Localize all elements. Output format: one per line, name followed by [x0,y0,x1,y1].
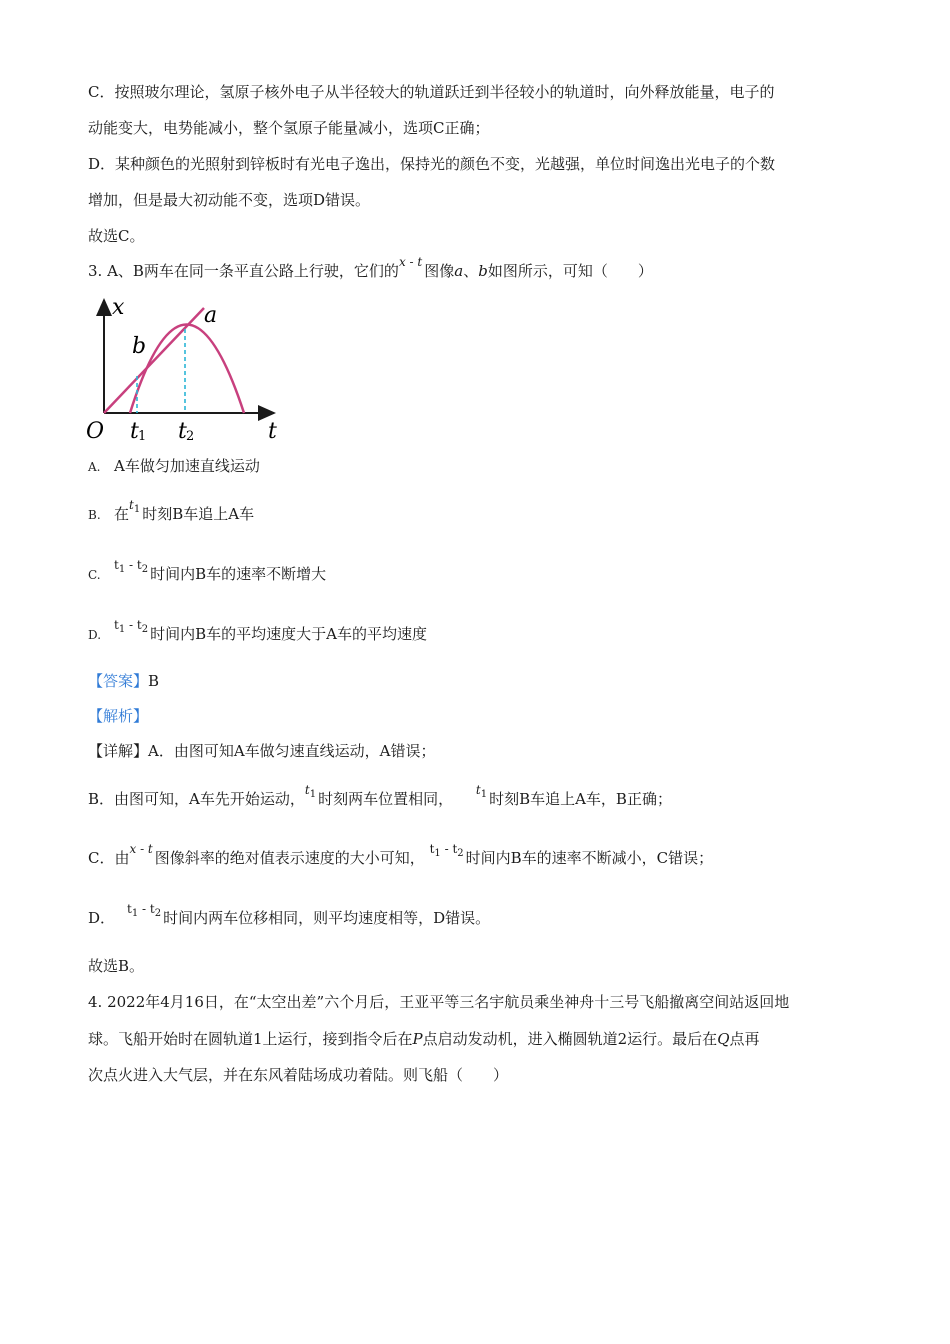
t2-tick-label: t [178,419,187,444]
detail-a: 【详解】A．由图可知A车做匀速直线运动，A错误； [88,742,436,760]
t1-tick-label: t [130,419,139,444]
detail-c: C．由$^{x - t}$ 图像斜率的绝对值表示速度的大小可知， $^{t_1 - t_2}$ 时间内B车的速率不断减小，C错误； [88,842,714,867]
curve-b [130,325,244,414]
t2-tick-sub: 2 [186,429,195,444]
origin-label: O [86,419,105,444]
t1-tick-sub: 1 [138,429,147,444]
t-axis-label: t [268,419,277,444]
a-label: a [204,303,218,328]
question-4-line1: 4. 2022年4月16日，在“太空出差”六个月后，王亚平等三名宇航员乘坐神舟十三号飞船撤离空间站返回地 [88,993,790,1011]
b-label: b [132,334,147,359]
x-axis-label: x [112,296,125,320]
question-4-line3: 次点火进入大气层，并在东风着陆场成功着陆。则飞船（ ） [88,1066,509,1084]
question-4-line2: 球。飞船开始时在圆轨道1上运行，接到指令后在P点启动发动机，进入椭圆轨道2运行。最后在Q点再 [88,1030,760,1048]
option-d-line2: 增加，但是最大初动能不变，选项D错误。 [88,191,371,209]
choose-b: 故选B。 [88,957,145,975]
question-3-stem: 3. A、B两车在同一条平直公路上行驶，它们的$^{x - t}$ 图像a、b如图所示，可知（ ） [88,255,653,280]
detail-b: B．由图可知，A车先开始运动，$^{t_1}$ 时刻两车位置相同， $^{t_1}$ 时刻B车追上A车，B正确； [88,783,672,808]
option-d-line1: D．某种颜色的光照射到锌板时有光电子逸出，保持光的颜色不变，光越强，单位时间逸出光电子的个数 [88,155,776,173]
option-b: B. 在$^{t_1}$ 时刻B车追上A车 [88,498,255,523]
xt-graph [84,296,284,446]
analysis-label: 【解析】 [88,707,149,725]
option-c-line1: C．按照玻尔理论，氢原子核外电子从半径较大的轨道跃迁到半径较小的轨道时，向外释放能量，电子的 [88,83,775,101]
option-c: C.$^{t_1 - t_2}$ 时间内B车的速率不断增大 [88,558,327,583]
answer: 【答案】B [88,672,160,690]
detail-d: D． $^{t_1 - t_2}$ 时间内两车位移相同，则平均速度相等，D错误。 [88,902,491,927]
option-d: D.$^{t_1 - t_2}$ 时间内B车的平均速度大于A车的平均速度 [88,618,427,643]
option-c-line2: 动能变大，电势能减小，整个氢原子能量减小，选项C正确； [88,119,490,137]
option-a: A. A车做匀加速直线运动 [88,457,260,475]
choose-c: 故选C。 [88,227,145,245]
